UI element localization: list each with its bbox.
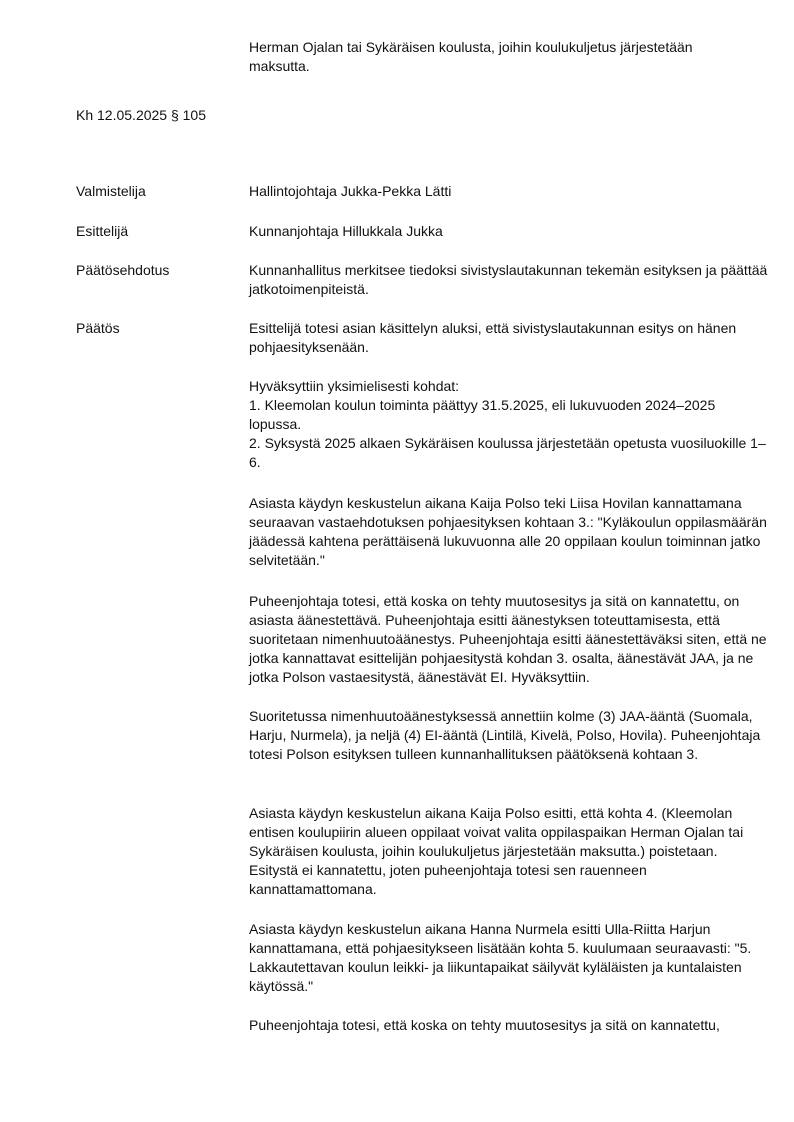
paragraph-vote-result: Suoritetussa nimenhuutoäänestyksessä annettiin kolme (3) JAA-ääntä (Suomala, Harju, Nurmela), ja neljä (4) EI-ääntä (Lintilä, Kivelä, Polso, Hovila). Puheenjohtaja totesi Polson esityksen tulleen kunnanhallituksen päätöksenä kohtaan 3. xyxy=(249,708,761,762)
approved-item-2: 2. Syksystä 2025 alkaen Sykäräisen koulussa järjestetään opetusta vuosiluokille 1–6. xyxy=(249,435,766,470)
paragraph-addition-proposal: Asiasta käydyn keskustelun aikana Hanna Nurmela esitti Ulla-Riitta Harjun kannattamana, että pohjaesitykseen lisätään kohta 5. kuulumaan seuraavasti: "5. Lakkautettavan koulun leikki- ja liikuntapaikat säilyvät kyläläisten ja kuntalaisten käytössä." xyxy=(249,921,752,994)
approved-heading: Hyväksyttiin yksimielisesti kohdat: xyxy=(249,378,460,394)
row-value-paatos: Esittelijä totesi asian käsittelyn aluksi, että sivistyslautakunnan esitys on hänen pohjaesityksenään. xyxy=(249,320,737,355)
row-label-paatosehdotus: Päätösehdotus xyxy=(76,262,170,278)
row-value-valmistelija: Hallintojohtaja Jukka-Pekka Lätti xyxy=(249,183,452,199)
paragraph-removal-proposal: Asiasta käydyn keskustelun aikana Kaija Polso esitti, että kohta 4. (Kleemolan entisen koulupiirin alueen oppilaat voivat valita oppilaspaikan Herman Ojalan tai Sykäräisen koulusta, joihin koulukuljetus järjestetään maksutta.) poistetaan. Esitystä ei kannatettu, joten puheenjohtaja totesi sen rauenneen kannattamattomana. xyxy=(249,805,744,897)
paragraph-counterproposal: Asiasta käydyn keskustelun aikana Kaija Polso teki Liisa Hovilan kannattamana seuraavan vastaehdotuksen pohjaesityksen kohtaan 3.: "Kyläkoulun oppilasmäärän jäädessä kahtena perättäisenä lukuvuonna alle 20 oppilaan koulun toiminnan jatko selvitetään." xyxy=(249,495,767,568)
row-label-valmistelija: Valmistelija xyxy=(76,183,146,199)
row-value-esittelija: Kunnanjohtaja Hillukkala Jukka xyxy=(249,223,443,239)
row-label-esittelija: Esittelijä xyxy=(76,223,129,239)
row-value-paatosehdotus: Kunnanhallitus merkitsee tiedoksi sivistyslautakunnan tekemän esityksen ja päättää jatkotoimenpiteistä. xyxy=(249,262,768,297)
row-label-paatos: Päätös xyxy=(76,320,120,336)
paragraph-continuation: Puheenjohtaja totesi, että koska on tehty muutosesitys ja sitä on kannatettu, xyxy=(249,1017,720,1033)
approved-block xyxy=(249,377,769,472)
approved-item-1: 1. Kleemolan koulun toiminta päättyy 31.5.2025, eli lukuvuoden 2024–2025 lopussa. xyxy=(249,397,716,432)
paragraph-vote-procedure: Puheenjohtaja totesi, että koska on tehty muutosesitys ja sitä on kannatettu, on asiasta äänestettävä. Puheenjohtaja esitti äänestyksen toteuttamisesta, että suoritetaan nimenhuutoäänestys. Puheenjohtaja esitti äänestettäväksi siten, että ne jotka kannattavat esittelijän pohjaesitystä kohdan 3. osalta, äänestävät JAA, ja ne jotka Polson vastaesitystä, äänestävät EI. Hyväksyttiin. xyxy=(249,593,767,685)
intro-text: Herman Ojalan tai Sykäräisen koulusta, joihin koulukuljetus järjestetään maksutta. xyxy=(249,39,693,74)
meeting-reference: Kh 12.05.2025 § 105 xyxy=(76,107,207,123)
